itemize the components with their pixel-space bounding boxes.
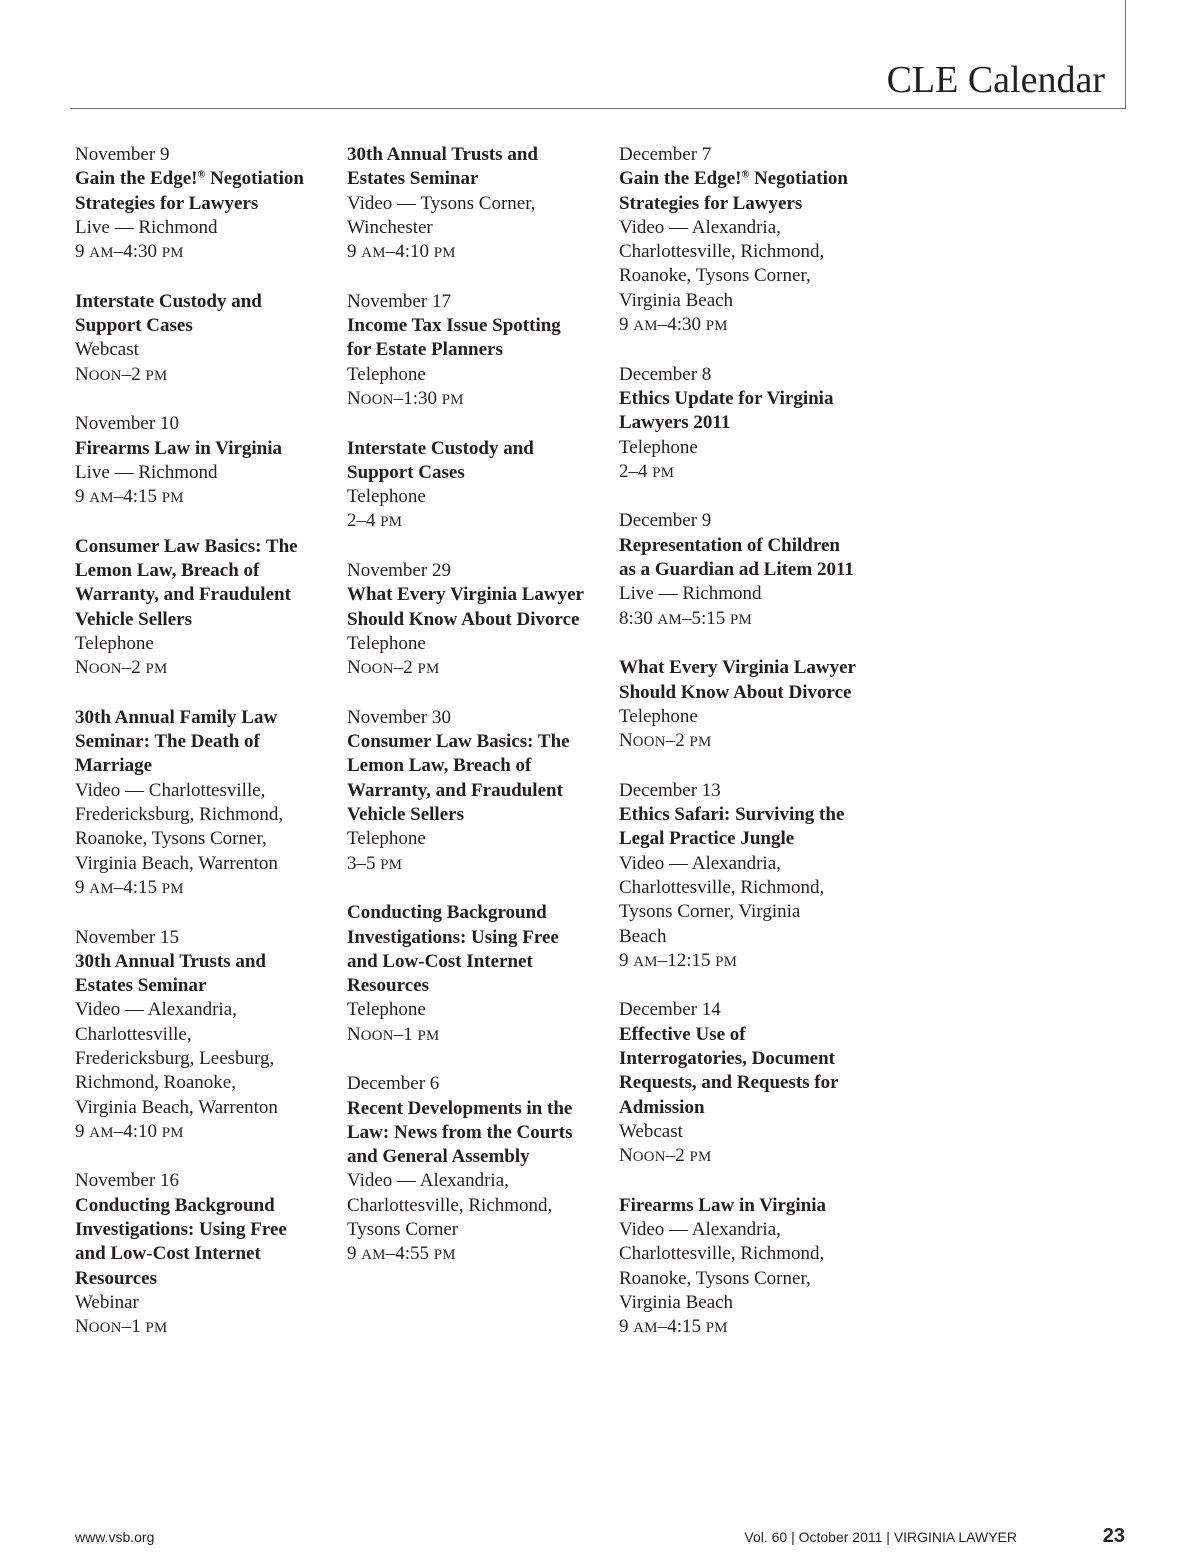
event-title-line: and General Assembly xyxy=(347,1146,530,1168)
event-location-line: Webcast xyxy=(75,339,139,361)
event-time: NOON–1 PM xyxy=(347,1023,440,1045)
event-title-line: Consumer Law Basics: The xyxy=(347,731,570,753)
event-time: 2–4 PM xyxy=(347,510,403,532)
page-title: CLE Calendar xyxy=(886,59,1105,101)
calendar-event xyxy=(347,1072,609,1267)
event-time: 9 AM–12:15 PM xyxy=(619,949,738,971)
event-title-line: Estates Seminar xyxy=(75,975,207,997)
event-title-line: Resources xyxy=(347,975,429,997)
calendar-event xyxy=(347,143,609,265)
event-date: November 29 xyxy=(347,560,451,582)
event-time: 9 AM–4:15 PM xyxy=(619,1316,728,1338)
event-location-line: Telephone xyxy=(347,999,426,1021)
event-location-line: Telephone xyxy=(347,828,426,850)
calendar-event xyxy=(75,290,337,388)
event-location-line: Tysons Corner xyxy=(347,1219,459,1241)
event-title-line: Resources xyxy=(75,1267,157,1289)
event-title-line: Interrogatories, Document xyxy=(619,1047,835,1069)
event-title-line: Should Know About Divorce xyxy=(347,608,580,630)
event-location-line: Webcast xyxy=(619,1120,683,1142)
event-time: NOON–1:30 PM xyxy=(347,387,464,409)
event-location-line: Charlottesville, xyxy=(75,1023,192,1045)
calendar-event xyxy=(75,926,337,1146)
event-location-line: Live — Richmond xyxy=(75,461,218,483)
event-location-line: Charlottesville, Richmond, xyxy=(347,1194,553,1216)
event-title-line: Lawyers 2011 xyxy=(619,412,731,434)
event-location-line: Charlottesville, Richmond, xyxy=(619,1243,825,1265)
event-title-line: Seminar: The Death of xyxy=(75,731,260,753)
calendar-event xyxy=(619,143,881,338)
event-title-line: Ethics Safari: Surviving the xyxy=(619,804,845,826)
footer-issue: Vol. 60 | October 2011 | VIRGINIA LAWYER xyxy=(744,1529,1017,1545)
event-time: NOON–2 PM xyxy=(75,657,168,679)
event-location-line: Roanoke, Tysons Corner, xyxy=(619,1267,811,1289)
event-title-line: Law: News from the Courts xyxy=(347,1121,573,1143)
event-time: NOON–2 PM xyxy=(75,363,168,385)
event-location-line: Virginia Beach, Warrenton xyxy=(75,1096,278,1118)
calendar-event xyxy=(619,509,881,631)
header-vertical-rule xyxy=(1125,0,1126,108)
event-title-line: Vehicle Sellers xyxy=(75,608,192,630)
event-location-line: Roanoke, Tysons Corner, xyxy=(619,265,811,287)
calendar-event xyxy=(75,1169,337,1340)
footer-website: www.vsb.org xyxy=(75,1529,155,1545)
event-time: 9 AM–4:15 PM xyxy=(75,876,184,898)
event-location-line: Virginia Beach, Warrenton xyxy=(75,852,278,874)
event-title-line: for Estate Planners xyxy=(347,339,503,361)
event-location-line: Winchester xyxy=(347,216,433,238)
event-time: NOON–1 PM xyxy=(75,1316,168,1338)
event-title-line: Requests, and Requests for xyxy=(619,1072,839,1094)
event-location-line: Telephone xyxy=(347,632,426,654)
event-location-line: Webinar xyxy=(75,1291,139,1313)
calendar-column-3 xyxy=(619,143,881,1365)
event-location-line: Charlottesville, Richmond, xyxy=(619,241,825,263)
event-title-line: and Low-Cost Internet xyxy=(347,950,533,972)
event-time: 9 AM–4:10 PM xyxy=(75,1120,184,1142)
event-time: 9 AM–4:30 PM xyxy=(75,241,184,263)
calendar-event xyxy=(619,363,881,485)
event-title-line: Conducting Background xyxy=(75,1194,275,1216)
event-location-line: Video — Charlottesville, xyxy=(75,779,266,801)
event-location-line: Video — Alexandria, xyxy=(619,1219,781,1241)
event-title-line: and Low-Cost Internet xyxy=(75,1243,261,1265)
event-title-line: 30th Annual Trusts and xyxy=(75,950,266,972)
event-location-line: Fredericksburg, Richmond, xyxy=(75,804,284,826)
event-location-line: Live — Richmond xyxy=(619,583,762,605)
event-location-line: Telephone xyxy=(619,705,698,727)
event-title-line: as a Guardian ad Litem 2011 xyxy=(619,559,854,581)
event-location-line: Telephone xyxy=(75,632,154,654)
event-title-line: Gain the Edge!® Negotiation xyxy=(75,168,304,190)
event-location-line: Video — Alexandria, xyxy=(75,999,237,1021)
calendar-event xyxy=(347,706,609,877)
event-title-line: Conducting Background xyxy=(347,902,547,924)
event-location-line: Live — Richmond xyxy=(75,216,218,238)
calendar-column-2 xyxy=(347,143,609,1292)
event-date: November 17 xyxy=(347,290,451,312)
calendar-event xyxy=(347,290,609,412)
event-date: December 14 xyxy=(619,999,721,1021)
event-date: December 6 xyxy=(347,1073,440,1095)
event-time: NOON–2 PM xyxy=(347,657,440,679)
event-time: 9 AM–4:15 PM xyxy=(75,486,184,508)
event-title-line: 30th Annual Family Law xyxy=(75,706,278,728)
event-location-line: Richmond, Roanoke, xyxy=(75,1072,236,1094)
event-date: November 16 xyxy=(75,1170,179,1192)
event-location-line: Telephone xyxy=(347,363,426,385)
event-time: 9 AM–4:55 PM xyxy=(347,1243,456,1265)
calendar-event xyxy=(619,1194,881,1341)
event-time: 8:30 AM–5:15 PM xyxy=(619,607,753,629)
event-title-line: Investigations: Using Free xyxy=(347,926,559,948)
event-date: November 15 xyxy=(75,926,179,948)
event-title-line: Warranty, and Fraudulent xyxy=(75,584,291,606)
calendar-event xyxy=(75,706,337,901)
event-title-line: Lemon Law, Breach of xyxy=(75,560,260,582)
event-title-line: Warranty, and Fraudulent xyxy=(347,779,563,801)
event-location-line: Roanoke, Tysons Corner, xyxy=(75,828,267,850)
calendar-event xyxy=(347,559,609,681)
event-date: December 7 xyxy=(619,144,712,165)
event-title-line: Ethics Update for Virginia xyxy=(619,387,834,409)
event-title-line: Investigations: Using Free xyxy=(75,1219,287,1241)
event-time: 3–5 PM xyxy=(347,852,403,874)
event-title-line: Representation of Children xyxy=(619,534,840,556)
event-date: November 9 xyxy=(75,144,170,165)
calendar-event xyxy=(75,412,337,510)
event-date: November 30 xyxy=(347,706,451,728)
event-title-line: Estates Seminar xyxy=(347,168,479,190)
event-title-line: Legal Practice Jungle xyxy=(619,828,795,850)
event-title-line: Vehicle Sellers xyxy=(347,804,464,826)
event-title-line: Consumer Law Basics: The xyxy=(75,535,298,557)
event-title-line: Admission xyxy=(619,1096,705,1118)
event-date: December 13 xyxy=(619,779,721,801)
event-location-line: Video — Alexandria, xyxy=(619,216,781,238)
event-location-line: Telephone xyxy=(619,436,698,458)
event-date: November 10 xyxy=(75,413,179,435)
event-title-line: Income Tax Issue Spotting xyxy=(347,315,561,337)
event-time: 2–4 PM xyxy=(619,460,675,482)
event-title-line: Lemon Law, Breach of xyxy=(347,755,532,777)
calendar-event xyxy=(75,535,337,682)
calendar-event xyxy=(619,779,881,974)
event-title-line: What Every Virginia Lawyer xyxy=(347,584,584,606)
calendar-event xyxy=(347,901,609,1048)
event-location-line: Video — Alexandria, xyxy=(619,852,781,874)
event-time: NOON–2 PM xyxy=(619,1145,712,1167)
event-date: December 9 xyxy=(619,510,712,532)
event-title-line: What Every Virginia Lawyer xyxy=(619,657,856,679)
event-title-line: Should Know About Divorce xyxy=(619,681,852,703)
event-title-line: Recent Developments in the xyxy=(347,1097,573,1119)
event-time: 9 AM–4:30 PM xyxy=(619,314,728,336)
event-title-line: Interstate Custody and xyxy=(347,437,534,459)
event-title-line: Strategies for Lawyers xyxy=(75,192,259,214)
event-title-line: Gain the Edge!® Negotiation xyxy=(619,168,848,190)
event-location-line: Tysons Corner, Virginia xyxy=(619,901,801,923)
event-location-line: Virginia Beach xyxy=(619,289,734,311)
event-time: 9 AM–4:10 PM xyxy=(347,241,456,263)
event-location-line: Fredericksburg, Leesburg, xyxy=(75,1047,275,1069)
event-location-line: Telephone xyxy=(347,486,426,508)
header-rule xyxy=(70,108,1126,109)
calendar-event xyxy=(619,998,881,1169)
event-location-line: Virginia Beach xyxy=(619,1291,734,1313)
event-title-line: Firearms Law in Virginia xyxy=(75,437,283,459)
event-title-line: Interstate Custody and xyxy=(75,290,262,312)
event-title-line: Firearms Law in Virginia xyxy=(619,1194,827,1216)
event-title-line: Effective Use of xyxy=(619,1023,746,1045)
event-location-line: Video — Alexandria, xyxy=(347,1170,509,1192)
event-title-line: Strategies for Lawyers xyxy=(619,192,803,214)
event-location-line: Video — Tysons Corner, xyxy=(347,192,536,214)
calendar-event xyxy=(75,143,337,265)
event-location-line: Charlottesville, Richmond, xyxy=(619,876,825,898)
calendar-event xyxy=(619,656,881,754)
event-title-line: 30th Annual Trusts and xyxy=(347,144,538,165)
event-location-line: Beach xyxy=(619,925,667,947)
event-time: NOON–2 PM xyxy=(619,730,712,752)
calendar-column-1 xyxy=(75,143,337,1365)
event-date: December 8 xyxy=(619,363,712,385)
calendar-event xyxy=(347,437,609,535)
event-title-line: Support Cases xyxy=(347,461,465,483)
event-title-line: Marriage xyxy=(75,755,153,777)
page-number: 23 xyxy=(1102,1525,1125,1547)
event-title-line: Support Cases xyxy=(75,315,193,337)
